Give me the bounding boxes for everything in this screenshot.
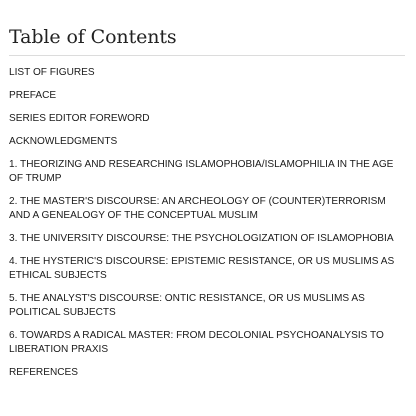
toc-item-chapter-5[interactable]: 5. THE ANALYST'S DISCOURSE: ONTIC RESISTANCE, OR US MUSLIMS AS POLITICAL SUBJECTS	[9, 293, 365, 318]
toc-item-acknowledgments[interactable]: ACKNOWLEDGMENTS	[9, 136, 118, 147]
toc-item-list-of-figures[interactable]: LIST OF FIGURES	[9, 67, 95, 78]
toc-item-chapter-2[interactable]: 2. THE MASTER'S DISCOURSE: AN ARCHEOLOGY OF (COUNTER)TERRORISM AND A GENEALOGY OF THE CONCEPTUAL MUSLIM	[9, 196, 386, 221]
toc-item-chapter-4[interactable]: 4. THE HYSTERIC'S DISCOURSE: EPISTEMIC RESISTANCE, OR US MUSLIMS AS ETHICAL SUBJECTS	[9, 256, 395, 281]
toc-item-chapter-6[interactable]: 6. TOWARDS A RADICAL MASTER: FROM DECOLONIAL PSYCHOANALYSIS TO LIBERATION PRAXIS	[9, 330, 384, 355]
toc-item-series-editor-foreword[interactable]: SERIES EDITOR FOREWORD	[9, 113, 150, 124]
page-title: Table of Contents	[9, 26, 177, 48]
toc-page	[9, 0, 407, 389]
toc-item-chapter-1[interactable]: 1. THEORIZING AND RESEARCHING ISLAMOPHOBIA/ISLAMOPHILIA IN THE AGE OF TRUMP	[9, 159, 394, 184]
toc-item-chapter-3[interactable]: 3. THE UNIVERSITY DISCOURSE: THE PSYCHOLOGIZATION OF ISLAMOPHOBIA	[9, 233, 394, 244]
toc-list	[9, 56, 407, 380]
toc-item-preface[interactable]: PREFACE	[9, 90, 57, 101]
toc-item-references[interactable]: REFERENCES	[9, 367, 78, 378]
